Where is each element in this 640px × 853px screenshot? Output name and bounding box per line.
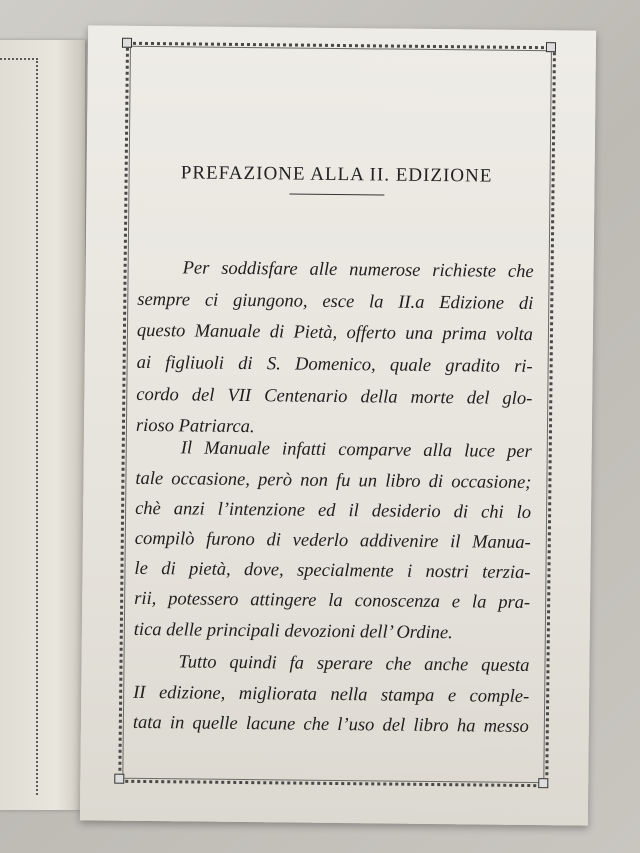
text-line: Tutto quindi fa sperare che anche questa [178, 652, 530, 677]
text-line: Il Manuale infatti comparve alla luce per [180, 438, 532, 463]
border-corner [114, 774, 124, 784]
book-page [80, 25, 596, 825]
text-line: tale occasione, però non fu un libro di occasione; [135, 468, 532, 494]
text-line: ai figliuoli di S. Domenico, quale gradito ri- [136, 352, 533, 378]
border-corner [122, 38, 132, 48]
page-heading: PREFAZIONE ALLA II. EDIZIONE [180, 162, 493, 187]
text-line: le di pietà, dove, specialmente i nostri terzia- [134, 558, 531, 584]
border-corner [538, 778, 548, 788]
left-page [0, 40, 85, 810]
text-line: tata in quelle lacune che l’uso del libro ha messo [132, 712, 529, 738]
left-page-border [0, 58, 38, 795]
text-line: compilò furono di vederlo addivenire il Manua- [134, 528, 531, 554]
text-line: questo Manuale di Pietà, offerto una prima volta [136, 320, 534, 346]
text-line: cordo del VII Centenario della morte del glo- [136, 384, 533, 410]
text-line: tica delle principali devozioni dell’ Ordine. [133, 619, 453, 644]
text-line: Per soddisfare alle numerose richieste che [182, 258, 534, 283]
text-line: II edizione, migliorata nella stampa e comple- [133, 682, 530, 708]
text-line: rii, potessero attingere la conoscenza e la pra- [134, 588, 531, 614]
text-line: sempre ci giungono, esce la II.a Edizione di [137, 289, 534, 315]
text-line: chè anzi l’intenzione ed il desiderio di chi lo [135, 498, 532, 524]
border-corner [546, 42, 556, 52]
text-line: rioso Patriarca. [135, 415, 255, 438]
